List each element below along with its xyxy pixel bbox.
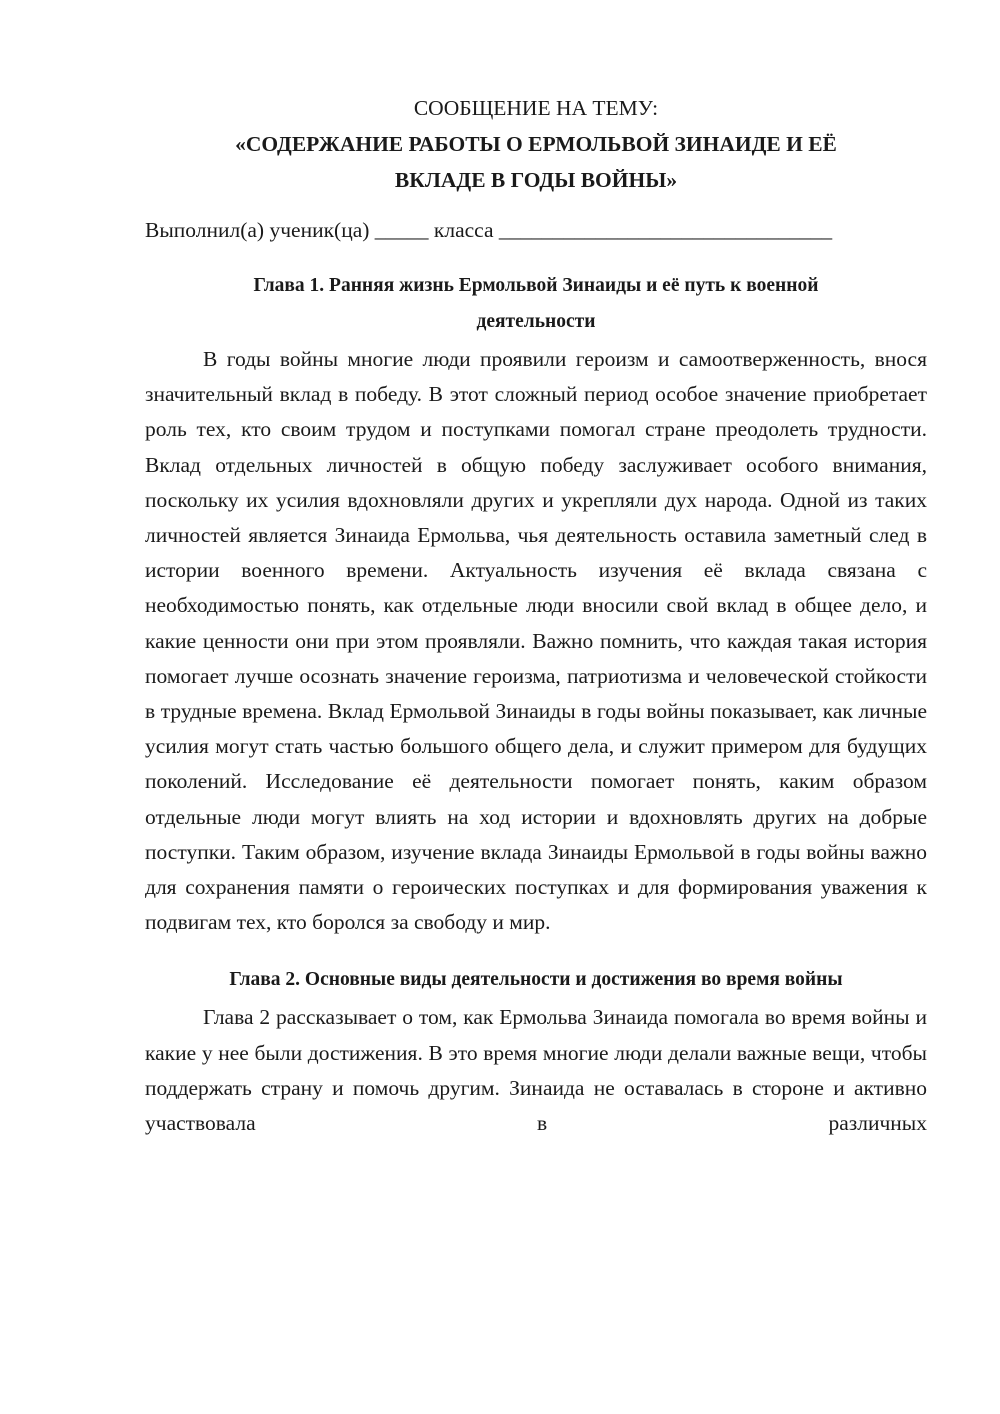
document-header: СООБЩЕНИЕ НА ТЕМУ: <box>413 96 659 120</box>
chapter-2-heading: Глава 2. Основные виды деятельности и достижения во время войны <box>229 969 843 991</box>
chapter-1-heading <box>145 268 927 340</box>
title-line-1: «СОДЕРЖАНИЕ РАБОТЫ О ЕРМОЛЬВОЙ ЗИНАИДЕ И ЕЁ <box>235 132 837 156</box>
chapter-2-paragraph: Глава 2 рассказывает о том, как Ермольва Зинаида помогала во время войны и какие у нее были достижения. В это время многие люди делали важные вещи, чтобы поддержать страну и помочь другим. Зинаида не оставалась в стороне и активно участвовала в различных <box>145 1005 927 1136</box>
document-page <box>145 90 927 1141</box>
chapter-1-heading-line-1: Глава 1. Ранняя жизнь Ермольвой Зинаиды и её путь к военной <box>253 275 819 296</box>
document-title <box>145 126 927 198</box>
title-line-2: ВКЛАДЕ В ГОДЫ ВОЙНЫ» <box>394 168 678 192</box>
chapter-1-heading-line-2: деятельности <box>476 311 596 332</box>
chapter-1-paragraph: В годы войны многие люди проявили героизм и самоотверженность, внося значительный вклад в победу. В этот сложный период особое значение приобретает роль тех, кто своим трудом и поступками помогал стране преодолеть трудности. Вклад отдельных личностей в общую победу заслуживает особого внимания, поскольку их усилия вдохновляли других и укрепляли дух народа. Одной из таких личностей является Зинаида Ермольва, чья деятельность оставила заметный след в истории военного времени. Актуальность изучения её вклада связана с необходимостью понять, как отдельные люди вносили свой вклад в общее дело, и какие ценности они при этом проявляли. Важно помнить, что каждая такая история помогает лучше осознать значение героизма, патриотизма и человеческой стойкости в трудные времена. Вклад Ермольвой Зинаиды в годы войны показывает, как личные усилия могут стать частью большого общего дела, и служит примером для будущих поколений. Исследование её деятельности помогает понять, каким образом отдельные люди могут влиять на ход истории и вдохновлять других на добрые поступки. Таким образом, изучение вклада Зинаиды Ермольвой в годы войны важно для сохранения памяти о героических поступках и для формирования уважения к подвигам тех, кто боролся за свободу и мир. <box>145 347 927 935</box>
author-line: Выполнил(а) ученик(ца) _____ класса _______________________________ <box>145 218 833 242</box>
